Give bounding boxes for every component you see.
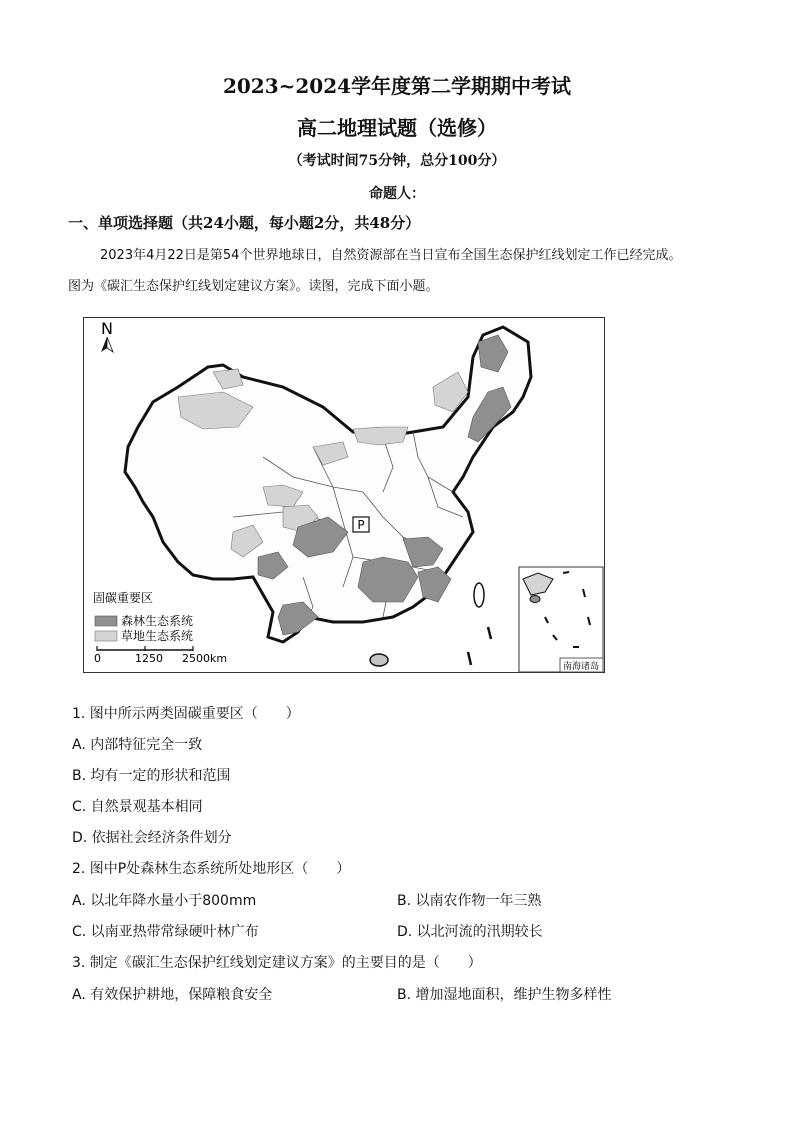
- hainan-island: [370, 654, 388, 666]
- question-3-stem: 3. 制定《碳汇生态保护红线划定建议方案》的主要目的是（ ）: [72, 955, 482, 971]
- china-carbon-map: [83, 317, 605, 673]
- exam-subtitle: 高二地理试题（选修）: [297, 116, 497, 140]
- question-2-option-b[interactable]: B. 以南农作物一年三熟: [397, 893, 542, 909]
- exam-author: 命题人：: [369, 186, 425, 202]
- question-1-stem: 1. 图中所示两类固碳重要区（ ）: [72, 706, 300, 722]
- question-2-option-d[interactable]: D. 以北河流的汛期较长: [397, 924, 543, 940]
- question-3-option-b[interactable]: B. 增加湿地面积，维护生物多样性: [397, 987, 612, 1003]
- question-1-option-d[interactable]: D. 依据社会经济条件划分: [72, 830, 232, 846]
- scale-0: 0: [94, 652, 101, 665]
- inset-hainan: [530, 596, 540, 603]
- question-1-option-a[interactable]: A. 内部特征完全一致: [72, 737, 203, 753]
- legend-grass-label: 草地生态系统: [121, 629, 194, 643]
- exam-title: 2023~2024学年度第二学期期中考试: [222, 74, 572, 98]
- north-label: N: [101, 319, 113, 338]
- legend-forest-label: 森林生态系统: [121, 614, 194, 628]
- question-2-stem: 2. 图中P处森林生态系统所处地形区（ ）: [72, 861, 351, 877]
- intro-line-2: 图为《碳汇生态保护红线划定建议方案》。读图，完成下面小题。: [68, 279, 439, 294]
- legend-grass-swatch: [95, 631, 117, 641]
- scale-1250: 1250: [135, 652, 163, 665]
- inset-label: 南海诸岛: [562, 662, 600, 672]
- question-3-option-a[interactable]: A. 有效保护耕地，保障粮食安全: [72, 987, 273, 1003]
- intro-line-1: 2023年4月22日是第54个世界地球日，自然资源部在当日宣布全国生态保护红线划定工作已经完成。: [100, 248, 682, 263]
- question-2-option-c[interactable]: C. 以南亚热带常绿硬叶林广布: [72, 924, 259, 940]
- question-1-option-c[interactable]: C. 自然景观基本相同: [72, 799, 203, 815]
- question-1-option-b[interactable]: B. 均有一定的形状和范围: [72, 768, 231, 784]
- taiwan-island: [474, 583, 484, 607]
- legend-forest-swatch: [95, 616, 117, 626]
- marker-p: P: [357, 518, 365, 532]
- question-2-option-a[interactable]: A. 以北年降水量小于800mm: [72, 893, 257, 909]
- legend-title: 固碳重要区: [93, 591, 154, 605]
- exam-time-info: （考试时间75分钟，总分100分）: [288, 153, 506, 169]
- section-heading: 一、单项选择题（共24小题，每小题2分，共48分）: [68, 214, 421, 232]
- scale-2500: 2500km: [182, 652, 228, 665]
